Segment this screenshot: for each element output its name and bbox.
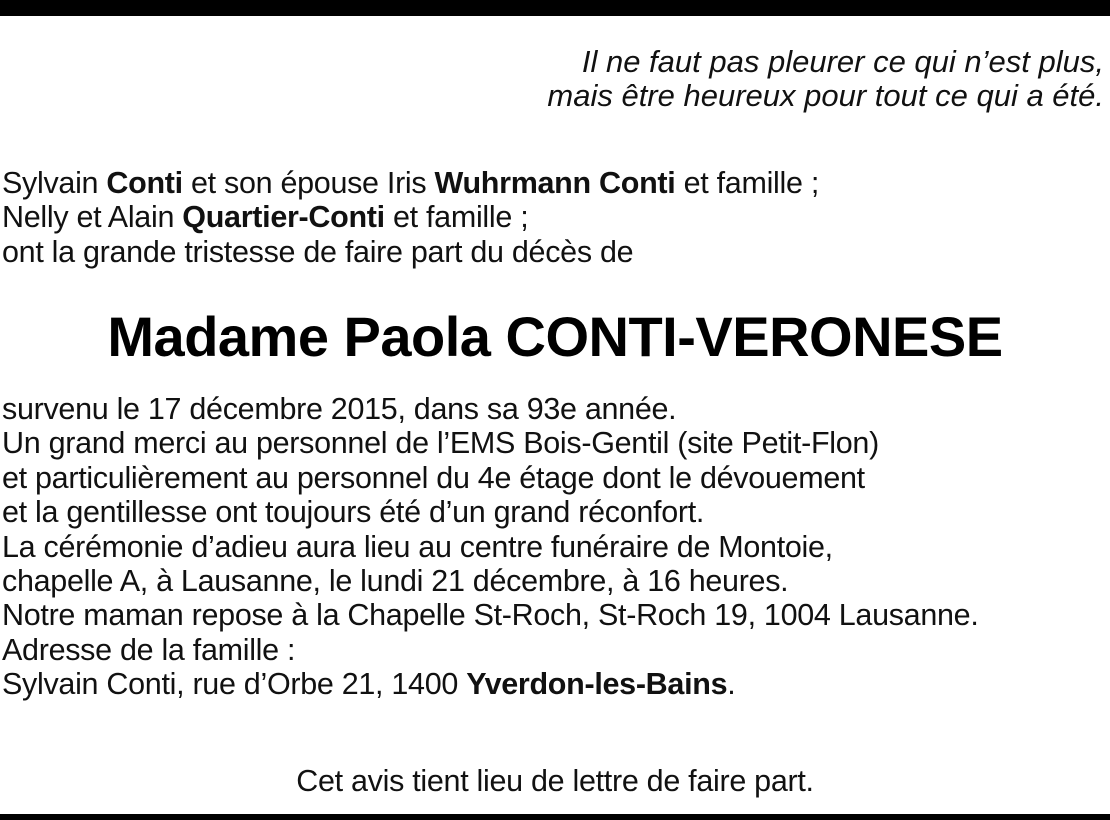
deceased-name-heading: Madame Paola CONTI-VERONESE	[107, 305, 1003, 368]
details-line-3: et particulièrement au personnel du 4e étage dont le dévouement	[2, 460, 865, 495]
family-text: et famille ;	[384, 200, 529, 235]
details-line-4: et la gentillesse ont toujours été d’un grand réconfort.	[2, 495, 705, 530]
details-line-1: survenu le 17 décembre 2015, dans sa 93e année.	[2, 392, 677, 426]
top-border-rule	[0, 0, 1110, 16]
address-city: Yverdon-les-Bains	[466, 667, 728, 702]
family-text: et son épouse Iris	[182, 166, 435, 200]
family-surname: Conti	[106, 166, 183, 200]
details-line-5: La cérémonie d’adieu aura lieu au centre funéraire de Montoie,	[2, 529, 833, 564]
notice-details	[2, 392, 979, 702]
family-text: et famille ;	[675, 166, 820, 200]
bottom-border-rule	[0, 814, 1110, 820]
family-surname: Wuhrmann Conti	[434, 166, 676, 200]
family-announcement	[2, 166, 819, 269]
family-text: Sylvain	[2, 166, 107, 200]
family-line-2	[2, 200, 819, 234]
closing-note: Cet avis tient lieu de lettre de faire part.	[296, 764, 814, 798]
family-line-1	[2, 166, 819, 200]
epigraph-quote	[547, 41, 1104, 114]
epigraph-line-2: mais être heureux pour tout ce qui a été.	[547, 78, 1104, 114]
family-surname: Quartier-Conti	[182, 200, 385, 235]
details-line-8: Adresse de la famille :	[2, 632, 296, 667]
details-line-6: chapelle A, à Lausanne, le lundi 21 décembre, à 16 heures.	[2, 563, 789, 598]
details-line-7: Notre maman repose à la Chapelle St-Roch, St-Roch 19, 1004 Lausanne.	[2, 598, 979, 633]
address-text: Sylvain Conti, rue d’Orbe 21, 1400	[2, 667, 467, 702]
epigraph-line-1: Il ne faut pas pleurer ce qui n’est plus,	[581, 44, 1104, 79]
details-line-2: Un grand merci au personnel de l’EMS Bois-Gentil (site Petit-Flon)	[2, 426, 879, 461]
family-address-line	[2, 667, 979, 701]
announcement-line: ont la grande tristesse de faire part du décès de	[2, 234, 634, 269]
address-punctuation: .	[727, 667, 736, 702]
family-text: Nelly et Alain	[2, 200, 183, 235]
